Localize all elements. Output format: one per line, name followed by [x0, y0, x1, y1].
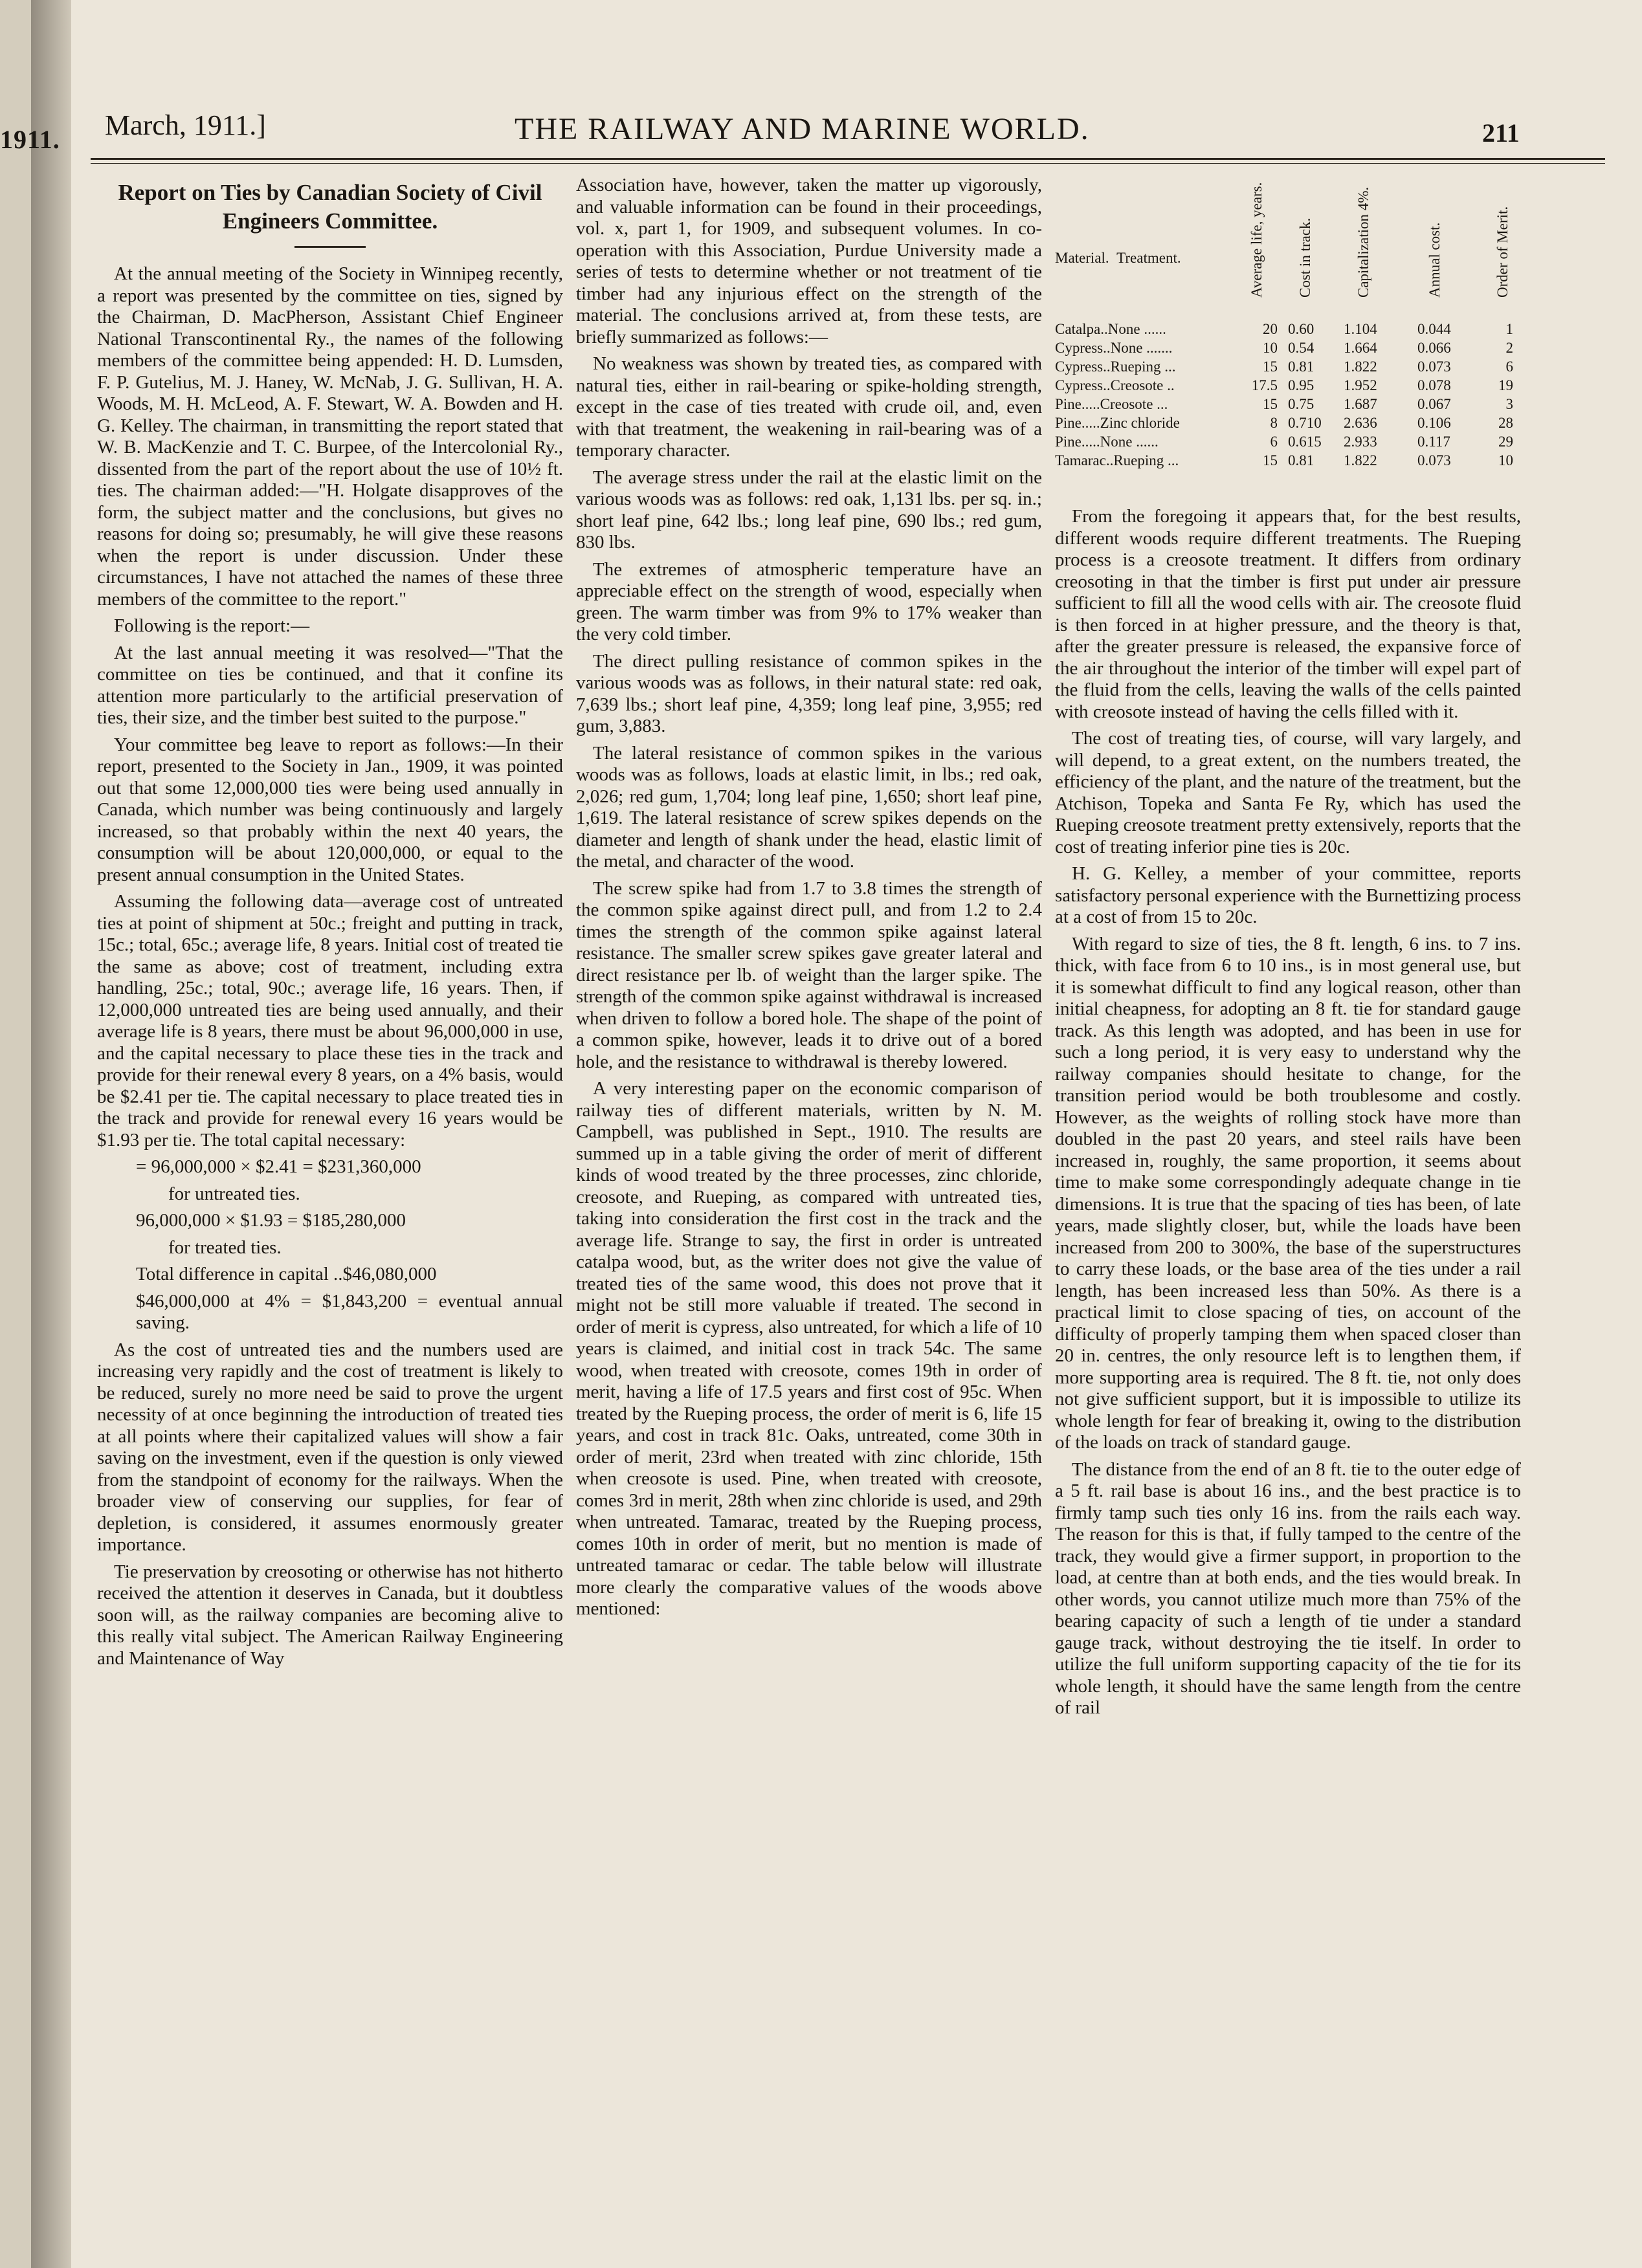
paragraph: As the cost of untreated ties and the numbers used are increasing very rapidly and the cost of treatment is likely to be reduced, surely no more need be said to prove the urgent necessity of at once beginning the introduction of treated ties at all points where their capitalized values will show a fair saving on the investment, even if the question is only viewed from the standpoint of economy for the railways. When the broader view of conserving our supplies, for fear of depletion, is considered, it assumes enormously greater importance. [97, 1339, 563, 1555]
paragraph: A very interesting paper on the economic comparison of railway ties of different materials, written by N. M. Campbell, was published in Sept., 1910. The results are summed up in a table giving the order of merit of different kinds of wood treated by the three processes, zinc chloride, creosote, and Rueping, as compared with untreated ties, taking into consideration the first cost in the track and the average life. Strange to say, the first in order is untreated catalpa wood, but, as the writer does not give the value of treated ties of the same wood, this does not prove that it might not be still more valuable if treated. The second in order of merit is cypress, also untreated, for which a life of 10 years is claimed, and initial cost in track 54c. The same wood, when treated with creosote, comes 19th in order of merit, having a life of 17.5 years and first cost of 95c. When treated by the Rueping process, the order of merit is 6, life 15 years, and cost in track 81c. Oaks, untreated, come 30th in order of merit, 23rd when treated with zinc chloride, 15th when creosote is used. Pine, when treated with creosote, comes 3rd in merit, 28th when zinc chloride is used, and 29th when untreated. Tamarac, treated by the Rueping process, comes 10th in order of merit, but no mention is made of untreated tamarac or cedar. The table below will illustrate more clearly the comparative values of the woods above mentioned: [576, 1078, 1042, 1619]
table-cell-capitalization: 1.664 [1344, 340, 1377, 356]
table-cell-cost: 0.81 [1288, 452, 1315, 468]
table-cell-order: 28 [1498, 415, 1513, 431]
table-cell-capitalization: 1.687 [1344, 396, 1377, 412]
table-cell-cost: 0.54 [1288, 340, 1315, 356]
table-cell-material: Cypress..Rueping ... [1055, 358, 1176, 375]
table-row [1055, 393, 1521, 412]
paragraph: The average stress under the rail at the elastic limit on the various woods was as follows: red oak, 1,131 lbs. per sq. in.; short leaf pine, 642 lbs.; long leaf pine, 690 lbs.; red gum, 830 lbs. [576, 467, 1042, 553]
table-cell-annual: 0.073 [1417, 452, 1451, 468]
table-cell-material: Catalpa..None ...... [1055, 321, 1166, 337]
table-cell-capitalization: 1.822 [1344, 358, 1377, 375]
paragraph: At the last annual meeting it was resolved—"That the committee on ties be continued, and that it confine its attention more particularly to the artificial preservation of ties, their size, and the timber best suited to the purpose." [97, 642, 563, 728]
table-cell-capitalization: 2.636 [1344, 415, 1377, 431]
table-cell-order: 3 [1505, 396, 1513, 412]
header-rule-thin [91, 163, 1605, 164]
table-cell-material: Pine.....Creosote ... [1055, 396, 1168, 412]
header-rule [91, 158, 1605, 160]
table-cell-material: Cypress..None ....... [1055, 340, 1173, 356]
table-cell-annual: 0.067 [1417, 396, 1451, 412]
table-cell-order: 1 [1505, 321, 1513, 337]
paragraph: Association have, however, taken the matter up vigorously, and valuable information can be found in their proceedings, vol. x, part 1, for 1909, and subsequent volumes. In co-operation with this Association, Purdue University made a series of tests to determine whether or not treatment of tie timber had any injurious effect on the strength of the material. The conclusions arrived at, from these tests, are briefly summarized as follows:— [576, 175, 1042, 347]
table-cell-annual: 0.073 [1417, 358, 1451, 375]
table-cell-life: 10 [1263, 340, 1278, 356]
paragraph: With regard to size of ties, the 8 ft. length, 6 ins. to 7 ins. thick, with face from 6 to 10 ins., is in most general use, but it is somewhat difficult to find any logical reason, other than initial cheapness, for adopting an 8 ft. tie for standard gauge track. As this length was adopted, and has been in use for such a long period, it is very easy to understand why the railway companies should hesitate to change, for the transition period would be both troublesome and costly. However, as the weights of rolling stock have more than doubled in the past 20 years, and steel rails have been increased in, roughly, the same proportion, it seems about time to make some correspondingly adequate change in tie dimensions. It is true that the spacing of ties has been, of late years, made slightly closer, but, while the loads have been increased from 200 to 300%, the base of the superstructures to carry these loads, or the base area of the ties under a rail length, has been increased less than 50%. As there is a practical limit to close spacing of ties, on account of the difficulty of properly tamping them when spaced closer than 20 in. centres, the only resource left is to lengthen them, if more supporting area is required. The 8 ft. tie, not only does not give sufficient support, but it is impossible to utilize its whole length for fear of breaking it, owing to the distribution of the loads on track of standard gauge. [1055, 933, 1521, 1453]
table-cell-life: 15 [1263, 358, 1278, 375]
table-cell-cost: 0.81 [1288, 358, 1315, 375]
paragraph: The cost of treating ties, of course, will vary largely, and will depend, to a great extent, on the numbers treated, the efficiency of the plant, and the nature of the treatment, but the Atchison, Topeka and Santa Fe Ry, which has used the Rueping creosote treatment pretty extensively, reports that the cost of treating inferior pine ties is 20c. [1055, 728, 1521, 857]
paragraph: Assuming the following data—average cost of untreated ties at point of shipment at 50c.; freight and putting in track, 15c.; total, 65c.; average life, 8 years. Initial cost of treated tie the same as above; cost of treatment, including extra handling, 25c.; total, 90c.; average life, 16 years. Then, if 12,000,000 untreated ties are being used annually, and their average life is 8 years, there must be about 96,000,000 in use, and the capital necessary to place these ties in the track and provide for their renewal every 8 years, on a 4% basis, would be $2.41 per tie. The capital necessary to place treated ties in the track and provide for renewal every 16 years would be $1.93 per tie. The total capital necessary: [97, 891, 563, 1151]
paragraph: The distance from the end of an 8 ft. tie to the outer edge of a 5 ft. rail base is about 16 ins., and the best practice is to firmly tamp such ties only 16 ins. from the rails each way. The reason for this is that, if fully tamped to the centre of the track, they would give a firmer support, in proportion to the load, at centre than at both ends, and the ties would break. In other words, you cannot utilize much more than 75% of the bearing capacity of such a length of tie under a standard gauge track, without destroying the tie itself. In order to utilize the full uniform supporting capacity of the tie for its whole length, it should have the same length from the centre of rail [1055, 1459, 1521, 1718]
paragraph: Tie preservation by creosoting or otherwise has not hitherto received the attention it deserves in Canada, but it doubtless soon will, as the railway companies are becoming alive to this really vital subject. The American Railway Engineering and Maintenance of Way [97, 1561, 563, 1669]
table-cell-order: 2 [1505, 340, 1513, 356]
table-header-life: Average life, years. [1248, 182, 1265, 298]
page [71, 0, 1642, 2268]
paragraph: The extremes of atmospheric temperature have an appreciable effect on the strength of wood, especially when green. The warm timber was from 9% to 17% weaker than the very cold timber. [576, 558, 1042, 644]
paragraph: The lateral resistance of common spikes in the various woods was as follows, loads at elastic limit, in lbs.; red oak, 2,026; red gum, 1,704; long leaf pine, 1,650; short leaf pine, 1,619. The lateral resistance of screw spikes depends on the diameter and length of shank under the head, elastic limit of the metal, and character of the wood. [576, 742, 1042, 872]
table-cell-order: 19 [1498, 377, 1513, 393]
table-cell-capitalization: 1.952 [1344, 377, 1377, 393]
calculation-line: Total difference in capital ..$46,080,000 [136, 1264, 437, 1284]
paragraph: Your committee beg leave to report as follows:—In their report, presented to the Society in Jan., 1909, it was pointed out that some 12,000,000 ties were being used annually in Canada, which number was being continuously and largely increased, so that probably within the next 40 years, the consumption will be about 120,000,000, or equal to the present annual consumption in the United States. [97, 734, 563, 885]
table-row [1055, 450, 1521, 468]
journal-title: THE RAILWAY AND MARINE WORLD. [515, 112, 1090, 146]
table-cell-material: Tamarac..Rueping ... [1055, 452, 1179, 468]
table-cell-order: 29 [1498, 434, 1513, 450]
article-headline: Report on Ties by Canadian Society of Civil Engineers Committee. [118, 180, 542, 234]
table-cell-annual: 0.106 [1417, 415, 1451, 431]
table-header-material: Material. Treatment. [1055, 250, 1181, 266]
running-header [71, 97, 1642, 155]
table-cell-life: 20 [1263, 321, 1278, 337]
table-cell-material: Pine.....Zinc chloride [1055, 415, 1180, 431]
previous-page-edge [0, 0, 60, 2268]
table-row [1055, 356, 1521, 375]
table-cell-order: 6 [1505, 358, 1513, 375]
paragraph: From the foregoing it appears that, for the best results, different woods require different treatments. The Rueping process is a creosote treatment. It differs from ordinary creosoting in that the timber is first put under air pressure sufficient to fill all the wood cells with air. The creosote fluid is then forced in at higher pressure, and the theory is that, after the greater pressure is released, the expansive force of the air throughout the interior of the timber will expel part of the fluid from the cells, leaving the walls of the cells painted with creosote instead of having the cells filled with it. [1055, 506, 1521, 722]
table-cell-annual: 0.078 [1417, 377, 1451, 393]
calculation-line: $46,000,000 at 4% = $1,843,200 = eventual annual saving. [136, 1290, 563, 1333]
column-2 [576, 175, 1042, 1625]
table-cell-material: Cypress..Creosote .. [1055, 377, 1175, 393]
paragraph: The direct pulling resistance of common spikes in the various woods was as follows, in their natural state: red oak, 7,639 lbs.; short leaf pine, 4,359; long leaf pine, 3,955; red gum, 3,883. [576, 650, 1042, 736]
table-header-capitalization: Capitalization 4%. [1355, 186, 1371, 298]
table-cell-cost: 0.710 [1288, 415, 1322, 431]
table-body [1055, 318, 1521, 468]
ties-table [1055, 175, 1521, 498]
column-3 [1055, 175, 1521, 1724]
table-row [1055, 337, 1521, 356]
table-header-annual: Annual cost. [1426, 222, 1443, 298]
paragraph: Following is the report:— [114, 615, 310, 636]
headline-rule [294, 246, 366, 248]
calculation-line: 96,000,000 × $1.93 = $185,280,000 [136, 1210, 406, 1231]
table-cell-life: 6 [1270, 434, 1278, 450]
calculation-line: for untreated ties. [168, 1183, 300, 1204]
table-cell-life: 8 [1270, 415, 1278, 431]
previous-page-year: 1911. [0, 125, 60, 154]
table-row [1055, 318, 1521, 337]
column-1 [97, 175, 563, 1675]
table-cell-annual: 0.117 [1417, 434, 1450, 450]
page-number: 211 [1482, 118, 1520, 148]
calculation-line: = 96,000,000 × $2.41 = $231,360,000 [136, 1156, 421, 1177]
table-row [1055, 412, 1521, 431]
table-cell-order: 10 [1498, 452, 1513, 468]
issue-date: March, 1911.] [105, 109, 266, 141]
table-cell-capitalization: 1.822 [1344, 452, 1377, 468]
calculation-line: for treated ties. [168, 1237, 282, 1258]
table-header-order: Order of Merit. [1494, 206, 1511, 298]
paragraph: At the annual meeting of the Society in Winnipeg recently, a report was presented by the committee on ties, signed by the Chairman, D. MacPherson, Assistant Chief Engineer National Transcontinental Ry., the names of the following members of the committee being appended: H. D. Lumsden, F. P. Gutelius, M. J. Haney, W. McNab, J. G. Sullivan, H. A. Woods, M. H. McLeod, A. F. Stewart, W. A. Bowden and H. G. Kelley. The chairman, in transmitting the report stated that W. B. MacKenzie and T. C. Burpee, of the Intercolonial Ry., dissented from the part of the report about the use of 10½ ft. ties. The chairman added:—"H. Holgate disapproves of the form, the subject matter and the conclusions, but gives no reasons for doing so; presumably, he will give these reasons when the report is under discussion. Under these circumstances, I have not attached the names of these three members of the committee to the report." [97, 263, 563, 610]
table-cell-life: 15 [1263, 396, 1278, 412]
table-cell-cost: 0.95 [1288, 377, 1315, 393]
table-cell-capitalization: 1.104 [1344, 321, 1377, 337]
table-cell-cost: 0.615 [1288, 434, 1322, 450]
paragraph: H. G. Kelley, a member of your committee, reports satisfactory personal experience with the Burnettizing process at a cost of from 15 to 20c. [1055, 863, 1521, 927]
table-row [1055, 375, 1521, 393]
table-header-cost: Cost in track. [1297, 217, 1313, 298]
table-cell-life: 17.5 [1251, 377, 1278, 393]
paragraph: No weakness was shown by treated ties, as compared with natural ties, either in rail-bearing or spike-holding strength, except in the case of ties treated with crude oil, and, even with that treatment, the weakening in rail-bearing was of a temporary character. [576, 353, 1042, 461]
table-cell-cost: 0.60 [1288, 321, 1315, 337]
table-cell-capitalization: 2.933 [1344, 434, 1377, 450]
table-cell-life: 15 [1263, 452, 1278, 468]
paragraph: The screw spike had from 1.7 to 3.8 times the strength of the common spike against direct pull, and from 1.2 to 2.4 times the strength of the common spike against lateral resistance. The smaller screw spikes gave greater lateral and direct resistance per lb. of weight than the larger spike. The strength of the common spike against withdrawal is increased when driven to follow a bored hole. The shape of the point of a common spike, however, leads it to drive out of a bored hole, and the resistance to withdrawal is thereby lowered. [576, 877, 1042, 1072]
table-cell-annual: 0.066 [1417, 340, 1451, 356]
table-cell-material: Pine.....None ...... [1055, 434, 1159, 450]
table-cell-cost: 0.75 [1288, 396, 1315, 412]
table-row [1055, 431, 1521, 450]
table-cell-annual: 0.044 [1417, 321, 1451, 337]
